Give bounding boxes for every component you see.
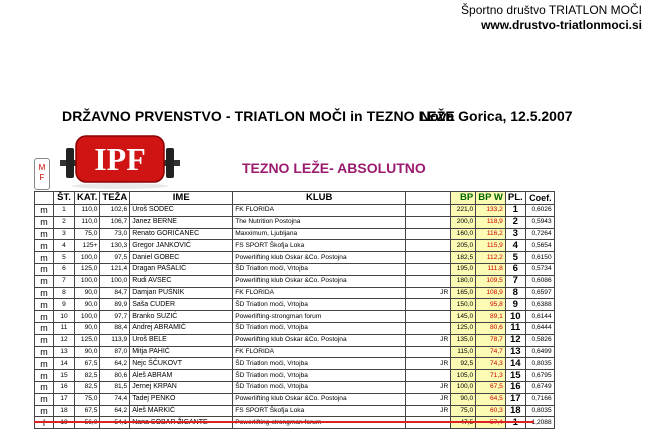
cell-coef: 0,7166 [525,393,554,405]
table-row [35,334,555,346]
cell-mf: m [35,346,54,358]
table-row [35,358,555,370]
cell-kat: 100,0 [75,311,100,323]
cell-pl: 5 [505,252,525,264]
cell-kat: 90,0 [75,322,100,334]
cell-ime: Dragan PAŠALIĆ [130,263,233,275]
cell-pl: 16 [505,381,525,393]
cell-bp: 145,0 [451,311,476,323]
cell-kat: 110,0 [75,205,100,217]
cell-coef: 0,8035 [525,358,554,370]
cell-coef: 0,8035 [525,405,554,417]
cell-mf: m [35,228,54,240]
cell-bpw: 111,8 [476,263,506,275]
header-pl: PL. [505,192,525,205]
cell-pl: 8 [505,287,525,299]
cell-pl: 18 [505,405,525,417]
cell-teza: 106,7 [100,216,130,228]
header-bpw: BP W [476,192,506,205]
cell-st: 5 [54,252,75,264]
cell-pl: 2 [505,216,525,228]
cell-coef: 0,6086 [525,275,554,287]
cell-kat: 67,5 [75,405,100,417]
logo-plate-right [166,148,174,178]
cell-pl: 12 [505,334,525,346]
cell-ime: Rudi AVSEC [130,275,233,287]
cell-kat: 125+ [75,240,100,252]
cell-bpw: 108,9 [476,287,506,299]
cell-jr [406,205,451,217]
organization-website: www.drustvo-triatlonmoci.si [481,18,642,32]
separator-line [34,421,534,423]
organization-name: Športno društvo TRIATLON MOČI [461,3,642,17]
header-jr [406,192,451,205]
cell-klub: FK FLORIDA [233,205,406,217]
cell-bp: 160,0 [451,228,476,240]
cell-kat: 125,0 [75,263,100,275]
cell-pl: 9 [505,299,525,311]
cell-st: 8 [54,287,75,299]
table-row [35,216,555,228]
header-kat: KAT. [75,192,100,205]
cell-ime: Uroš BELE [130,334,233,346]
cell-jr: JR [406,393,451,405]
cell-st: 12 [54,334,75,346]
cell-ime: Renato GORIČANEC [130,228,233,240]
cell-klub: Powerlifting-strongman forum [233,311,406,323]
header-ime: IME [130,192,233,205]
cell-coef: 0,5734 [525,263,554,275]
cell-st: 2 [54,216,75,228]
cell-klub: ŠD Triatlon moči, Vrtojba [233,299,406,311]
table-row [35,393,555,405]
table-row [35,252,555,264]
cell-ime: Damjan PUŠNIK [130,287,233,299]
cell-kat: 67,5 [75,358,100,370]
cell-mf: m [35,381,54,393]
cell-coef: 0,7264 [525,228,554,240]
cell-bp: 105,0 [451,370,476,382]
cell-bp: 125,0 [451,322,476,334]
cell-jr [406,275,451,287]
cell-ime: Aleš ABRAM [130,370,233,382]
cell-teza: 81,5 [100,381,130,393]
cell-klub: FS SPORT Škofja Loka [233,240,406,252]
cell-ime: Branko SUZIĆ [130,311,233,323]
table-row [35,275,555,287]
cell-st: 7 [54,275,75,287]
cell-mf: m [35,252,54,264]
results-subtitle: TEZNO LEŽE- ABSOLUTNO [242,160,426,176]
cell-bpw: 116,2 [476,228,506,240]
cell-teza: 130,3 [100,240,130,252]
logo-shadow [72,183,168,189]
cell-coef: 0,6749 [525,381,554,393]
cell-klub: Powerlifting klub Oskar &Co. Postojna [233,275,406,287]
cell-bpw: 74,3 [476,358,506,370]
cell-kat: 90,0 [75,346,100,358]
cell-ime: Janez BERNE [130,216,233,228]
cell-coef: 0,5654 [525,240,554,252]
cell-st: 1 [54,205,75,217]
cell-ime: Aleš MARKIČ [130,405,233,417]
results-table [34,191,555,429]
ipf-logo [58,132,182,190]
cell-teza: 100,0 [100,275,130,287]
cell-st: 4 [54,240,75,252]
cell-teza: 84,7 [100,287,130,299]
cell-bpw: 95,8 [476,299,506,311]
cell-teza: 97,5 [100,252,130,264]
header-bp: BP [451,192,476,205]
cell-jr [406,228,451,240]
cell-klub: The Nutrition Postojna [233,216,406,228]
cell-klub: ŠD Triatlon moči, Vrtojba [233,322,406,334]
cell-bp: 180,0 [451,275,476,287]
cell-ime: Tadej PENKO [130,393,233,405]
cell-pl: 10 [505,311,525,323]
cell-st: 13 [54,346,75,358]
cell-mf: m [35,311,54,323]
cell-mf: m [35,275,54,287]
cell-mf: m [35,240,54,252]
table-row [35,405,555,417]
table-row [35,299,555,311]
cell-ime: Nana SOBAR ŽIGANTE [130,417,233,429]
cell-klub: ŠD Triatlon moči, Vrtojba [233,263,406,275]
table-row [35,381,555,393]
cell-bpw: 118,9 [476,216,506,228]
cell-ime: Uroš SODEC [130,205,233,217]
cell-bp: 195,0 [451,263,476,275]
cell-coef: 0,6144 [525,311,554,323]
cell-mf: m [35,322,54,334]
cell-mf: m [35,216,54,228]
cell-coef: 0,6388 [525,299,554,311]
cell-kat: 100,0 [75,275,100,287]
cell-st: 3 [54,228,75,240]
cell-st: 6 [54,263,75,275]
table-row [35,322,555,334]
cell-kat: 56,0 [75,417,100,429]
cell-teza: 64,2 [100,358,130,370]
cell-bpw: 71,3 [476,370,506,382]
cell-bpw: 115,9 [476,240,506,252]
cell-coef: 0,5943 [525,216,554,228]
cell-bp: 221,0 [451,205,476,217]
cell-bpw: 74,7 [476,346,506,358]
cell-kat: 125,0 [75,334,100,346]
cell-mf: m [35,205,54,217]
cell-bpw: 133,2 [476,205,506,217]
cell-bp: 182,5 [451,252,476,264]
cell-teza: 54,1 [100,417,130,429]
cell-bp: 165,0 [451,287,476,299]
cell-bpw: 60,3 [476,405,506,417]
cell-coef: 1,2088 [525,417,554,429]
cell-klub: Powerlifting-strongman forum [233,417,406,429]
cell-bpw: 78,7 [476,334,506,346]
cell-coef: 0,6026 [525,205,554,217]
cell-teza: 102,6 [100,205,130,217]
cell-st: 11 [54,322,75,334]
header-coef: Coef. [525,192,554,205]
table-row [35,205,555,217]
cell-pl: 14 [505,358,525,370]
cell-coef: 0,5826 [525,334,554,346]
cell-kat: 75,0 [75,228,100,240]
cell-st: 9 [54,299,75,311]
cell-st: 19 [54,417,75,429]
cell-st: 10 [54,311,75,323]
cell-pl: 4 [505,240,525,252]
cell-klub: ŠD Triatlon moči, Vrtojba [233,370,406,382]
cell-ime: Nejc ŠČUKOVT [130,358,233,370]
header-klub: KLUB [233,192,406,205]
cell-teza: 74,4 [100,393,130,405]
cell-kat: 90,0 [75,287,100,299]
cell-jr [406,252,451,264]
cell-bpw: 109,5 [476,275,506,287]
cell-klub: Powerlifting klub Oskar &Co. Postojna [233,393,406,405]
cell-jr [406,322,451,334]
cell-klub: ŠD Triatlon moči, Vrtojba [233,358,406,370]
cell-bp: 135,0 [451,334,476,346]
cell-klub: FK FLORIDA [233,287,406,299]
cell-st: 15 [54,370,75,382]
cell-mf: m [35,263,54,275]
mf-legend-box: M F [34,158,50,190]
cell-mf: m [35,334,54,346]
cell-jr: JR [406,287,451,299]
cell-jr: JR [406,381,451,393]
cell-jr [406,346,451,358]
cell-ime: Gregor JANKOVIĆ [130,240,233,252]
table-row [35,370,555,382]
cell-teza: 89,9 [100,299,130,311]
cell-kat: 100,0 [75,252,100,264]
cell-pl: 13 [505,346,525,358]
table-row [35,240,555,252]
cell-bp: 90,0 [451,393,476,405]
cell-klub: Powerlifting klub Oskar &Co. Postojna [233,252,406,264]
cell-jr: JR [406,358,451,370]
logo-plate-left [66,148,74,178]
cell-bp: 75,0 [451,405,476,417]
table-row [35,346,555,358]
organization-header [461,3,642,33]
cell-jr [406,299,451,311]
cell-teza: 87,0 [100,346,130,358]
cell-kat: 110,0 [75,216,100,228]
cell-bpw: 57,4 [476,417,506,429]
cell-kat: 90,0 [75,299,100,311]
cell-coef: 0,6150 [525,252,554,264]
cell-kat: 82,5 [75,381,100,393]
cell-teza: 73,0 [100,228,130,240]
table-row [35,228,555,240]
table-row [35,311,555,323]
cell-teza: 88,4 [100,322,130,334]
cell-jr [406,216,451,228]
cell-pl: 1 [505,417,525,429]
cell-mf: m [35,287,54,299]
table-header-row [35,192,555,205]
competition-place-date: Nova Gorica, 12.5.2007 [420,108,573,124]
cell-st: 14 [54,358,75,370]
cell-bp: 200,0 [451,216,476,228]
cell-bp: 150,0 [451,299,476,311]
cell-bp: 100,0 [451,381,476,393]
cell-bpw: 89,1 [476,311,506,323]
cell-bpw: 112,2 [476,252,506,264]
competition-title: DRŽAVNO PRVENSTVO - TRIATLON MOČI in TEZNO LEŽE [62,108,455,124]
cell-jr: JR [406,334,451,346]
cell-klub: ŠD Triatlon moči, Vrtojba [233,381,406,393]
cell-ime: Mitja PAHIČ [130,346,233,358]
cell-mf: m [35,370,54,382]
cell-ime: Saša CUDER [130,299,233,311]
header-teza: TEŽA [100,192,130,205]
cell-teza: 64,2 [100,405,130,417]
cell-bp: 47,5 [451,417,476,429]
cell-klub: Maxximum, Ljubljana [233,228,406,240]
cell-jr [406,311,451,323]
cell-coef: 0,6597 [525,287,554,299]
cell-st: 16 [54,381,75,393]
cell-pl: 11 [505,322,525,334]
cell-ime: Daniel GOBEC [130,252,233,264]
cell-klub: FS SPORT Škofja Loka [233,405,406,417]
cell-bpw: 80,6 [476,322,506,334]
cell-klub: Powerlifting klub Oskar &Co. Postojna [233,334,406,346]
cell-jr [406,240,451,252]
cell-mf: m [35,358,54,370]
cell-ime: Jernej KRPAN [130,381,233,393]
cell-coef: 0,6444 [525,322,554,334]
cell-bp: 115,0 [451,346,476,358]
cell-pl: 3 [505,228,525,240]
table-row [35,263,555,275]
cell-bp: 205,0 [451,240,476,252]
cell-pl: 6 [505,263,525,275]
logo-text: IPF [94,141,146,177]
cell-jr [406,370,451,382]
header-mf [35,192,54,205]
cell-mf: m [35,299,54,311]
cell-jr [406,263,451,275]
cell-pl: 15 [505,370,525,382]
cell-mf: m [35,393,54,405]
cell-bp: 92,5 [451,358,476,370]
cell-coef: 0,6499 [525,346,554,358]
table-row [35,287,555,299]
cell-teza: 97,7 [100,311,130,323]
cell-teza: 121,4 [100,263,130,275]
cell-st: 18 [54,405,75,417]
cell-bpw: 64,5 [476,393,506,405]
cell-pl: 1 [505,205,525,217]
cell-mf: m [35,405,54,417]
cell-pl: 7 [505,275,525,287]
cell-klub: FK FLORIDA [233,346,406,358]
cell-teza: 80,6 [100,370,130,382]
cell-ime: Andrej ABRAMIČ [130,322,233,334]
cell-st: 17 [54,393,75,405]
cell-pl: 17 [505,393,525,405]
cell-kat: 75,0 [75,393,100,405]
cell-kat: 82,5 [75,370,100,382]
cell-coef: 0,6795 [525,370,554,382]
header-st: ŠT. [54,192,75,205]
cell-mf: f [35,417,54,429]
cell-jr: JR [406,405,451,417]
cell-teza: 113,9 [100,334,130,346]
cell-bpw: 67,5 [476,381,506,393]
